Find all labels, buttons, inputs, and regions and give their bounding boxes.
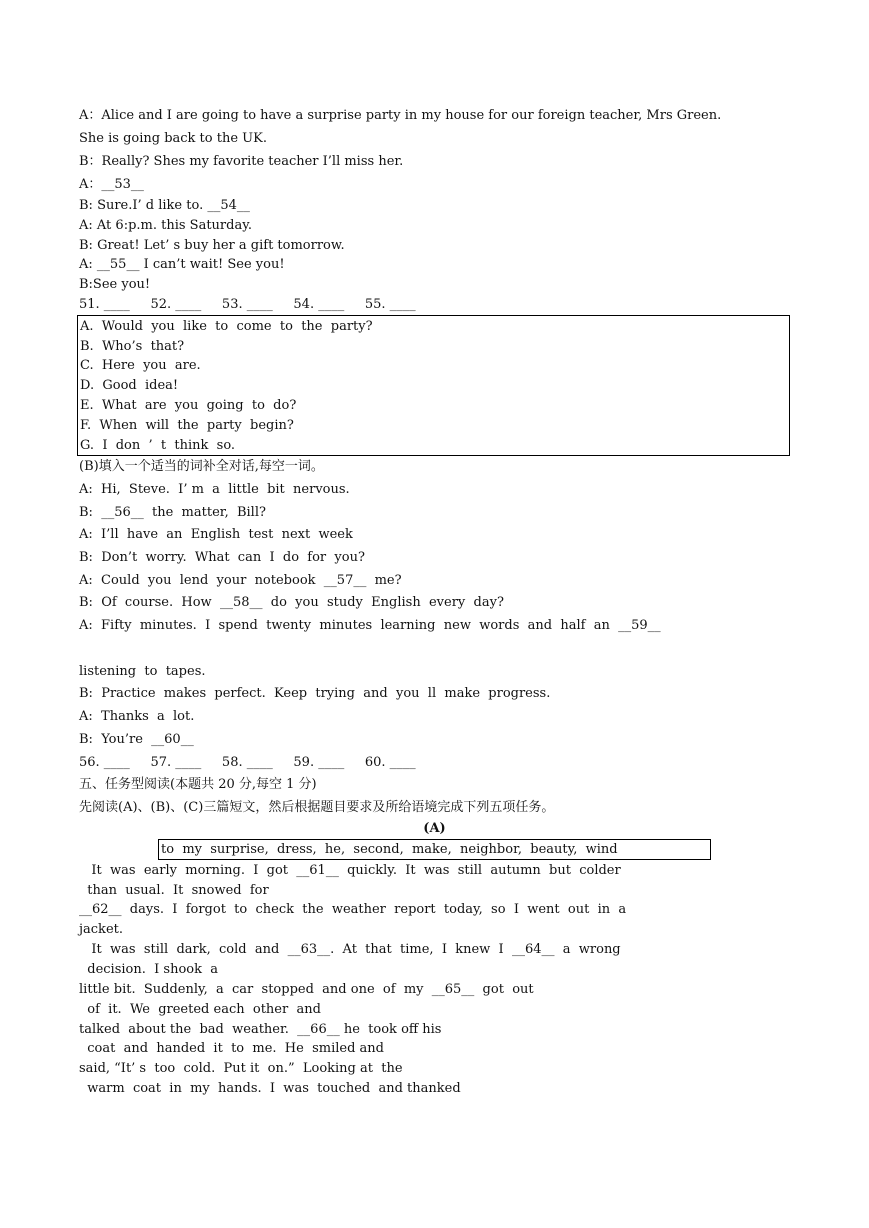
dialog-a-line: A: __55__ I can’t wait! See you! bbox=[79, 257, 285, 272]
dialog-b-line: B: Practice makes perfect. Keep trying and you ll make progress. bbox=[79, 686, 551, 701]
passage-line: It was still dark, cold and __63__. At that time, I knew I __64__ a wrong bbox=[79, 942, 621, 957]
passage-line: said, “It’ s too cold. Put it on.” Looking at the bbox=[79, 1061, 403, 1076]
option-item: G. I don ’ t think so. bbox=[80, 438, 236, 453]
option-item: F. When will the party begin? bbox=[80, 418, 294, 433]
dialog-b-line: B: Of course. How __58__ do you study English every day? bbox=[79, 595, 504, 610]
option-item: B. Who’s that? bbox=[80, 339, 185, 354]
dialog-a-line: She is going back to the UK. bbox=[79, 131, 267, 146]
passage-line: little bit. Suddenly, a car stopped and one of my __65__ got out bbox=[79, 982, 534, 997]
passage-a-label: (A) bbox=[423, 821, 446, 836]
dialog-a-line: B:See you! bbox=[79, 277, 151, 292]
passage-line: of it. We greeted each other and bbox=[79, 1002, 321, 1017]
dialog-b-line: listening to tapes. bbox=[79, 664, 206, 679]
answer-blanks-51-55: 51. ____ 52. ____ 53. ____ 54. ____ 55. ____ bbox=[79, 297, 416, 312]
dialog-b-line: A: Could you lend your notebook __57__ me? bbox=[79, 573, 402, 588]
section-b-heading: (B)填入一个适当的词补全对话,每空一词。 bbox=[79, 459, 324, 474]
passage-line: __62__ days. I forgot to check the weather report today, so I went out in a bbox=[79, 902, 627, 917]
dialog-a-line: B: Great! Let’ s buy her a gift tomorrow. bbox=[79, 238, 345, 253]
answer-blanks-56-60: 56. ____ 57. ____ 58. ____ 59. ____ 60. ____ bbox=[79, 755, 416, 770]
option-item: D. Good idea! bbox=[80, 378, 179, 393]
dialog-b-line: A: Thanks a lot. bbox=[79, 709, 195, 724]
dialog-a-line: B：Really? Shes my favorite teacher I’ll miss her. bbox=[79, 154, 404, 169]
passage-line: than usual. It snowed for bbox=[79, 883, 269, 898]
dialog-b-line: B: You’re __60__ bbox=[79, 732, 194, 747]
word-bank: to my surprise, dress, he, second, make, neighbor, beauty, wind bbox=[158, 839, 711, 860]
dialog-a-line: B: Sure.I’ d like to. __54__ bbox=[79, 198, 250, 213]
option-item: C. Here you are. bbox=[80, 358, 201, 373]
dialog-b-line: A: Hi, Steve. I’ m a little bit nervous. bbox=[79, 482, 350, 497]
option-item: A. Would you like to come to the party? bbox=[80, 319, 373, 334]
option-item: E. What are you going to do? bbox=[80, 398, 297, 413]
options-box bbox=[77, 315, 790, 456]
passage-line: jacket. bbox=[79, 922, 123, 937]
dialog-b-line: B: Don’t worry. What can I do for you? bbox=[79, 550, 365, 565]
passage-line: decision. I shook a bbox=[79, 962, 219, 977]
section-5-title: 五、任务型阅读(本题共 20 分,每空 1 分) bbox=[79, 777, 317, 792]
dialog-a-line: A：__53__ bbox=[79, 177, 144, 192]
passage-line: It was early morning. I got __61__ quickly. It was still autumn but colder bbox=[79, 863, 621, 878]
passage-line: talked about the bad weather. __66__ he took off his bbox=[79, 1022, 442, 1037]
dialog-b-line: A: I’ll have an English test next week bbox=[79, 527, 353, 542]
dialog-b-line: A: Fifty minutes. I spend twenty minutes learning new words and half an __59__ bbox=[79, 618, 661, 633]
dialog-a-line: A: At 6:p.m. this Saturday. bbox=[79, 218, 252, 233]
dialog-b-line: B: __56__ the matter, Bill? bbox=[79, 505, 266, 520]
section-5-instruction: 先阅读(A)、(B)、(C)三篇短文，然后根据题目要求及所给语境完成下列五项任务。 bbox=[79, 800, 555, 815]
dialog-a-line: A：Alice and I are going to have a surprise party in my house for our foreign teacher, Mrs Green. bbox=[79, 108, 722, 123]
passage-line: warm coat in my hands. I was touched and thanked bbox=[79, 1081, 461, 1096]
passage-line: coat and handed it to me. He smiled and bbox=[79, 1041, 384, 1056]
